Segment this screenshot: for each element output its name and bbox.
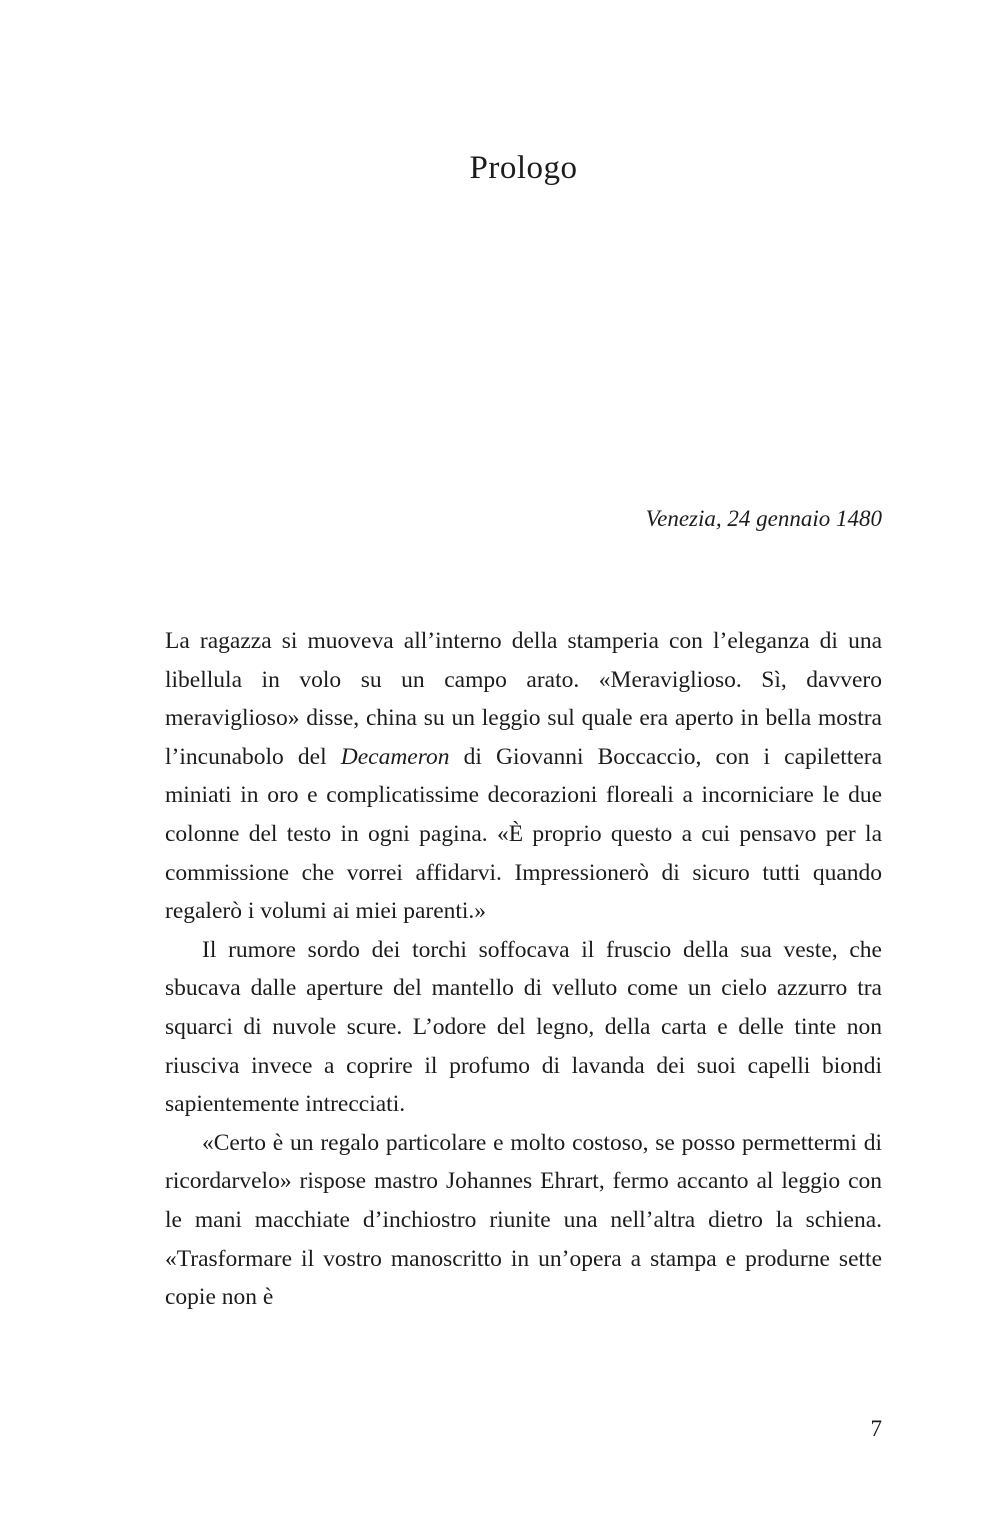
text-segment: Il rumore sordo dei torchi soffocava il fruscio della sua veste, che sbucava dalle aperture del mantello di velluto come un cielo azzurro tra squarci di nuvole scure. L’odore del legno, della carta e delle tinte non riusciva invece a coprire il profumo di lavanda dei suoi capelli biondi sapientemente intrecciati. xyxy=(165,936,882,1118)
dateline: Venezia, 24 gennaio 1480 xyxy=(645,506,882,531)
page-number: 7 xyxy=(870,1416,882,1441)
paragraph xyxy=(165,931,882,1124)
text-segment: di Giovanni Boccaccio, con i capilettera miniati in oro e complicatissime decorazioni floreali a incorniciare le due colonne del testo in ogni pagina. «È proprio questo a cui pensavo per la commissione che vorrei affidarvi. Impressionerò di sicuro tutti quando regalerò i volumi ai miei parenti.» xyxy=(165,743,882,925)
body-text xyxy=(165,622,882,1317)
paragraph xyxy=(165,622,882,931)
text-segment: La ragazza si muoveva all’interno della stamperia con l’eleganza di una libellula in volo su un campo arato. «Meraviglioso. Sì, davvero meraviglioso» disse, china su un leggio sul quale era aperto in bella mostra l’incunabolo del xyxy=(165,628,882,770)
chapter-title: Prologo xyxy=(469,150,578,186)
paragraph xyxy=(165,1124,882,1317)
text-segment: «Certo è un regalo particolare e molto costoso, se posso permettermi di ricordarvelo» rispose mastro Johannes Ehrart, fermo accanto al leggio con le mani macchiate d’inchiostro riunite una nell’altra dietro la schiena. «Trasformare il vostro manoscritto in un’opera a stampa e produrne sette copie non è xyxy=(165,1129,882,1311)
italic-text-segment: Decameron xyxy=(340,743,450,770)
